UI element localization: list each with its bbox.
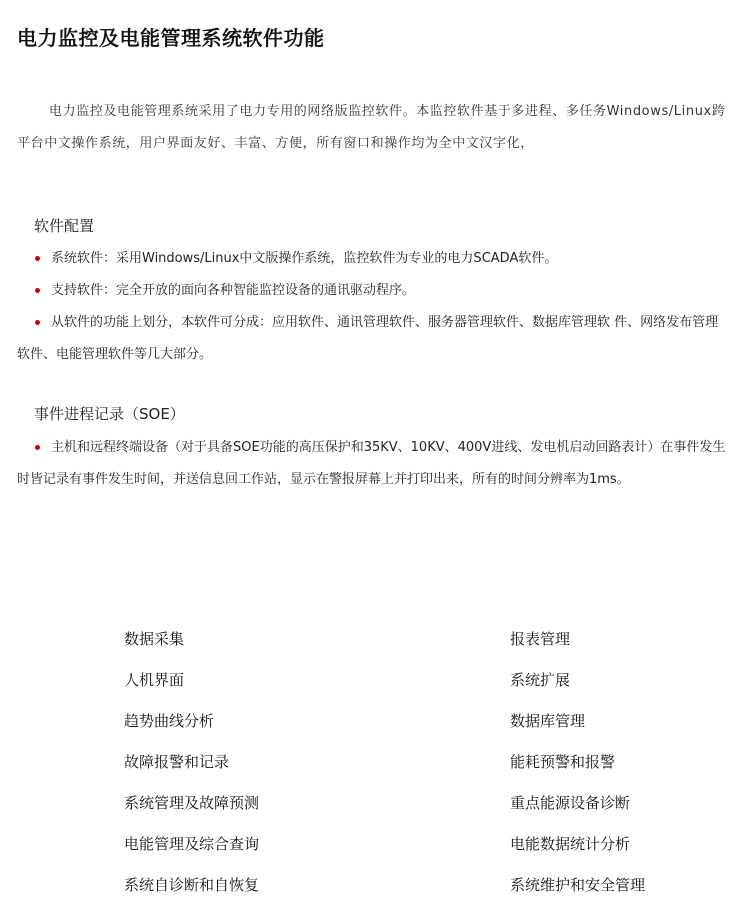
- config-item-text: 从软件的功能上划分，本软件可分成：应用软件、通讯管理软件、服务器管理软件、数据库管理软 件、网络发布管理软件、电能管理软件等几大部分。: [17, 315, 719, 362]
- config-item: [17, 243, 729, 275]
- soe-heading: 事件进程记录（SOE）: [34, 405, 185, 423]
- intro-paragraph: [17, 96, 729, 160]
- bullet-dot-icon: [35, 320, 40, 325]
- bullet-dot-icon: [35, 288, 40, 293]
- feature-right-6: 电能数据统计分析: [510, 835, 631, 853]
- bullet-dot-icon: [35, 256, 40, 261]
- feature-left-5: 系统管理及故障预测: [124, 794, 260, 812]
- software-config-list: [17, 243, 729, 371]
- feature-right-4: 能耗预警和报警: [510, 753, 616, 771]
- feature-right-3: 数据库管理: [510, 712, 586, 730]
- feature-right-5: 重点能源设备诊断: [510, 794, 631, 812]
- page-title: 电力监控及电能管理系统软件功能: [17, 26, 325, 50]
- bullet-dot-icon: [35, 445, 40, 450]
- feature-left-4: 故障报警和记录: [124, 753, 230, 771]
- soe-list: [17, 432, 729, 496]
- feature-left-2: 人机界面: [124, 671, 185, 689]
- soe-item: [17, 432, 729, 496]
- feature-left-3: 趋势曲线分析: [124, 712, 215, 730]
- feature-right-7: 系统维护和安全管理: [510, 876, 646, 894]
- software-config-heading: 软件配置: [34, 217, 95, 235]
- intro-text: 电力监控及电能管理系统采用了电力专用的网络版监控软件。本监控软件基于多进程、多任务Windows/Linux跨平台中文操作系统，用户界面友好、丰富、方便，所有窗口和操作均为全中文汉字化，: [17, 104, 726, 151]
- config-item-text: 系统软件：采用Windows/Linux中文版操作系统，监控软件为专业的电力SCADA软件。: [51, 251, 558, 266]
- feature-left-1: 数据采集: [124, 630, 185, 648]
- feature-right-1: 报表管理: [510, 630, 571, 648]
- feature-left-7: 系统自诊断和自恢复: [124, 876, 260, 894]
- feature-left-6: 电能管理及综合查询: [124, 835, 260, 853]
- feature-right-2: 系统扩展: [510, 671, 571, 689]
- config-item: [17, 275, 729, 307]
- soe-item-text: 主机和远程终端设备（对于具备SOE功能的高压保护和35KV、10KV、400V进线、发电机启动回路表计）在事件发生时皆记录有事件发生时间，并送信息回工作站，显示在警报屏幕上并打印出来，所有的时间分辨率为1ms。: [17, 440, 726, 487]
- config-item: [17, 307, 729, 371]
- config-item-text: 支持软件：完全开放的面向各种智能监控设备的通讯驱动程序。: [51, 283, 416, 298]
